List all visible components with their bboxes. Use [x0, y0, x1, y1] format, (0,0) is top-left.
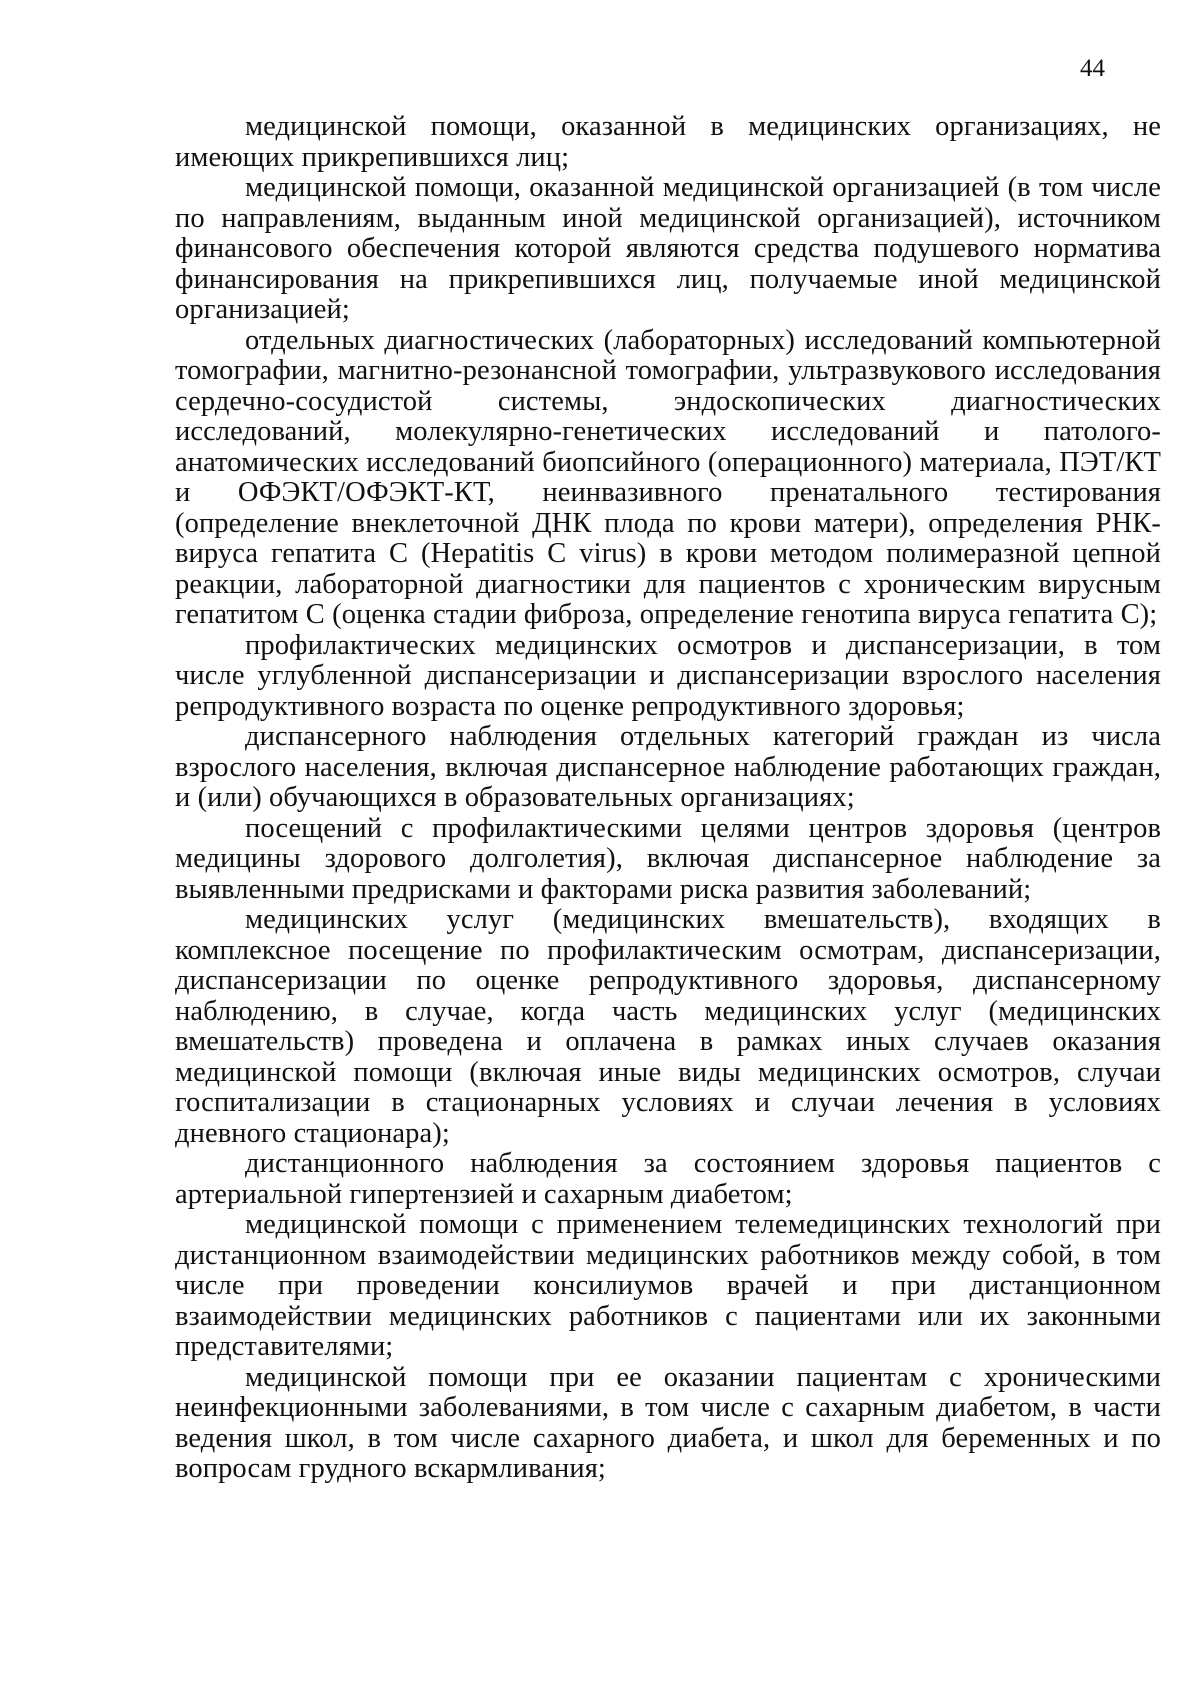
paragraph: медицинской помощи, оказанной в медицинских организациях, не имеющих прикрепившихся лиц; [175, 111, 1161, 173]
paragraph: диспансерного наблюдения отдельных категорий граждан из числа взрослого населения, включая диспансерное наблюдение работающих граждан, и (или) обучающихся в образовательных организациях; [175, 721, 1161, 813]
paragraph: медицинской помощи, оказанной медицинской организацией (в том числе по направлениям, выданным иной медицинской организацией), источником финансового обеспечения которой являются средства подушевого норматива финансирования на прикрепившихся лиц, получаемые иной медицинской организацией; [175, 172, 1161, 325]
paragraph: медицинской помощи с применением телемедицинских технологий при дистанционном взаимодействии медицинских работников между собой, в том числе при проведении консилиумов врачей и при дистанционном взаимодействии медицинских работников с пациентами или их законными представителями; [175, 1209, 1161, 1362]
page-number: 44 [1080, 55, 1105, 82]
paragraph: медицинской помощи при ее оказании пациентам с хроническими неинфекционными заболеваниями, в том числе с сахарным диабетом, в части ведения школ, в том числе сахарного диабета, и школ для беременных и по вопросам грудного вскармливания; [175, 1361, 1161, 1484]
paragraph: профилактических медицинских осмотров и диспансеризации, в том числе углубленной диспансеризации и диспансеризации взрослого населения репродуктивного возраста по оценке репродуктивного здоровья; [175, 629, 1161, 722]
paragraph: отдельных диагностических (лабораторных) исследований компьютерной томографии, магнитно-резонансной томографии, ультразвукового исследования сердечно-сосудистой системы, эндоскопических диагностических исследований, молекулярно-генетических исследований и патолого-анатомических исследований биопсийного (операционного) материала, ПЭТ/КТ и ОФЭКТ/ОФЭКТ-КТ, неинвазивного пренатального тестирования (определение внеклеточной ДНК плода по крови матери), определения РНК-вируса гепатита C (Hepatitis C virus) в крови методом полимеразной цепной реакции, лабораторной диагностики для пациентов с хроническим вирусным гепатитом C (оценка стадии фиброза, определение генотипа вируса гепатита C); [175, 324, 1161, 630]
paragraph: дистанционного наблюдения за состоянием здоровья пациентов с артериальной гипертензией и сахарным диабетом; [175, 1148, 1161, 1210]
document-body [175, 112, 1161, 1485]
paragraph: медицинских услуг (медицинских вмешательств), входящих в комплексное посещение по профилактическим осмотрам, диспансеризации, диспансеризации по оценке репродуктивного здоровья, диспансерному наблюдению, в случае, когда часть медицинских услуг (медицинских вмешательств) проведена и оплачена в рамках иных случаев оказания медицинской помощи (включая иные виды медицинских осмотров, случаи госпитализации в стационарных условиях и случаи лечения в условиях дневного стационара); [175, 904, 1161, 1149]
paragraph: посещений с профилактическими целями центров здоровья (центров медицины здорового долголетия), включая диспансерное наблюдение за выявленными предрисками и факторами риска развития заболеваний; [175, 812, 1161, 905]
